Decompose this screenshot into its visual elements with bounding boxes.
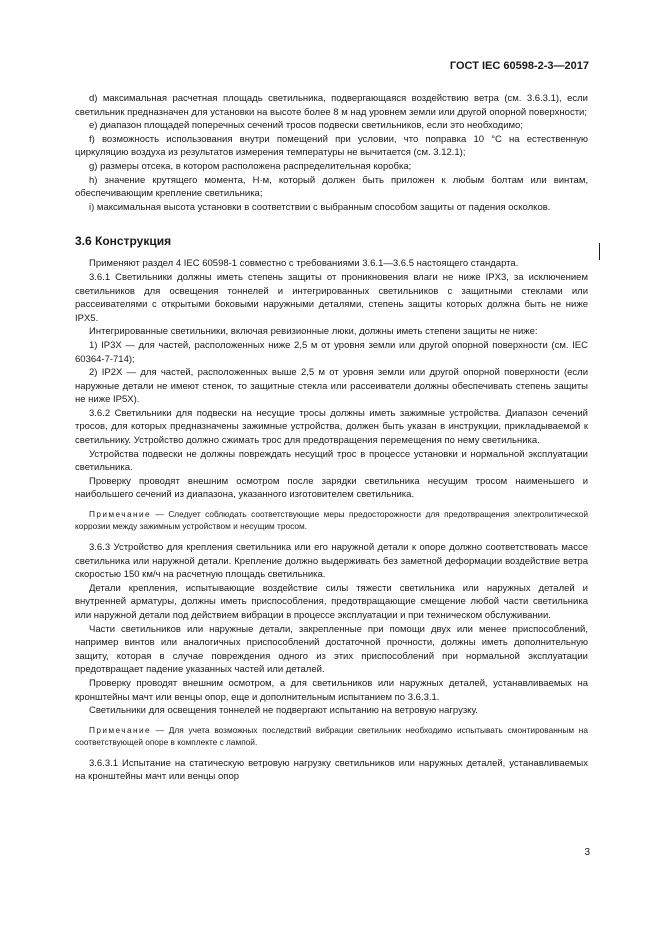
clause-3-6-2: 3.6.2 Светильники для подвески на несущие тросы должны иметь зажимные устройства. Диапазон сечений тросов, для которых предназначены зажимные устройства, должен быть указан в инструкции, прикладываемой к светильнику. Устройство должно сжимать трос для предотвращения перемещения по нему светильника. [75,407,588,447]
note-1-text: — Следует соблюдать соответствующие меры предосторожности для предотвращения электролитической коррозии между зажимным устройством и несущим тросом. [75,509,588,532]
paragraph-ip2x: 2) IP2X — для частей, расположенных выше 2,5 м от уровня земли или другой опорной поверхности (если наружные детали не имеют стенок, то защитные стекла или рассеиватели должны обеспечивать степень защиты не ниже IP5X). [75,367,588,406]
note-2-text: — Для учета возможных последствий вибрации светильник необходимо испытывать смонтированным на соответствующей опоре в комплекте с лампой. [75,724,588,747]
paragraph-check-2: Проверку проводят внешним осмотром, а для светильников или наружных деталей, устанавливаемых на кронштейны мачт или венцы опор, еще и дополнительным испытанием по 3.6.3.1. [75,677,588,703]
note-2-label: Примечание [89,724,152,735]
paragraph-suspension: Устройства подвески не должны повреждать несущий трос в процессе установки и нормальной эксплуатации светильника. [75,448,588,474]
section-heading: 3.6 Конструкция [75,234,172,249]
paragraph-integrated: Интегрированные светильники, включая ревизионные люки, должны иметь степени защиты не ниже: [89,326,538,338]
section-intro: Применяют раздел 4 IEC 60598-1 совместно с требованиями 3.6.1—3.6.5 настоящего стандарта. [89,258,519,270]
standard-header: ГОСТ IEC 60598-2-3—2017 [449,60,589,72]
list-item-d: d) максимальная расчетная площадь светильника, подвергающаяся воздействию ветра (см. 3.6.3.1), если светильник предназначен для установки на высоте более 8 м над уровнем земли или другой опорной поверхности; [75,93,588,118]
list-item-e: e) диапазон площадей поперечных сечений тросов подвески светильников, если это необходимо; [89,120,523,132]
note-1 [75,508,588,532]
list-item-g: g) размеры отсека, в котором расположена распределительная коробка; [89,160,412,172]
paragraph-parts: Части светильников или наружные детали, закрепленные при помощи двух или менее приспособлений, например винтов или аналогичных приспособлений достаточной прочности, должны иметь дополнительную защиту, которая в случае повреждения одного из этих приспособлений при нормальной эксплуатации предотвращает падение указанных частей или деталей. [75,623,588,676]
list-item-h: h) значение крутящего момента, Н·м, который должен быть приложен к любым болтам или винтам, обеспечивающим крепление светильника; [75,174,588,200]
list-item-f: f) возможность использования внутри помещений при условии, что поправка 10 °С на естественную циркуляцию воздуха из результатов измерения температуры не вычитается (см. 3.12.1); [75,133,588,159]
paragraph-tunnel: Светильники для освещения тоннелей не подвергают испытанию на ветровую нагрузку. [89,705,478,717]
page-number: 3 [584,847,590,858]
document-body [75,92,588,784]
revision-bar [599,243,600,260]
note-1-label: Примечание [89,509,152,520]
paragraph-fastening: Детали крепления, испытывающие воздействие силы тяжести светильника или наружных деталей и внутренней арматуры, должны иметь приспособления, предотвращающие смещение любой части светильника или наружной детали под действием вибрации в процессе эксплуатации и при техническом обслуживании. [75,582,588,621]
clause-3-6-3-1: 3.6.3.1 Испытание на статическую ветровую нагрузку светильников или наружных деталей, устанавливаемых на кронштейны мачт или венцы опор [75,757,588,783]
clause-3-6-1: 3.6.1 Светильники должны иметь степень защиты от проникновения влаги не ниже IPX3, за исключением светильников для освещения тоннелей и интегрированных светильников с защитными стеклами или рассеивателями с открытыми боковыми наружными деталями, степень защиты которых должна быть не ниже IPX5. [75,271,588,324]
paragraph-check-1: Проверку проводят внешним осмотром после зарядки светильника несущим тросом наименьшего и наибольшего сечений из диапазона, указанного изготовителем светильника. [75,475,588,501]
list-item-i: i) максимальная высота установки в соответствии с выбранным способом защиты от падения осколков. [89,201,551,213]
clause-3-6-3: 3.6.3 Устройство для крепления светильника или его наружной детали к опоре должно соответствовать массе светильника или наружной детали. Крепление должно выдерживать без заметной деформации воздействие ветра скоростью 150 км/ч на расчетную площадь светильника. [75,542,588,581]
note-2 [75,724,588,748]
paragraph-ip3x: 1) IP3X — для частей, расположенных ниже 2,5 м от уровня земли или другой опорной поверхности (см. IEC 60364-7-714); [75,339,588,365]
